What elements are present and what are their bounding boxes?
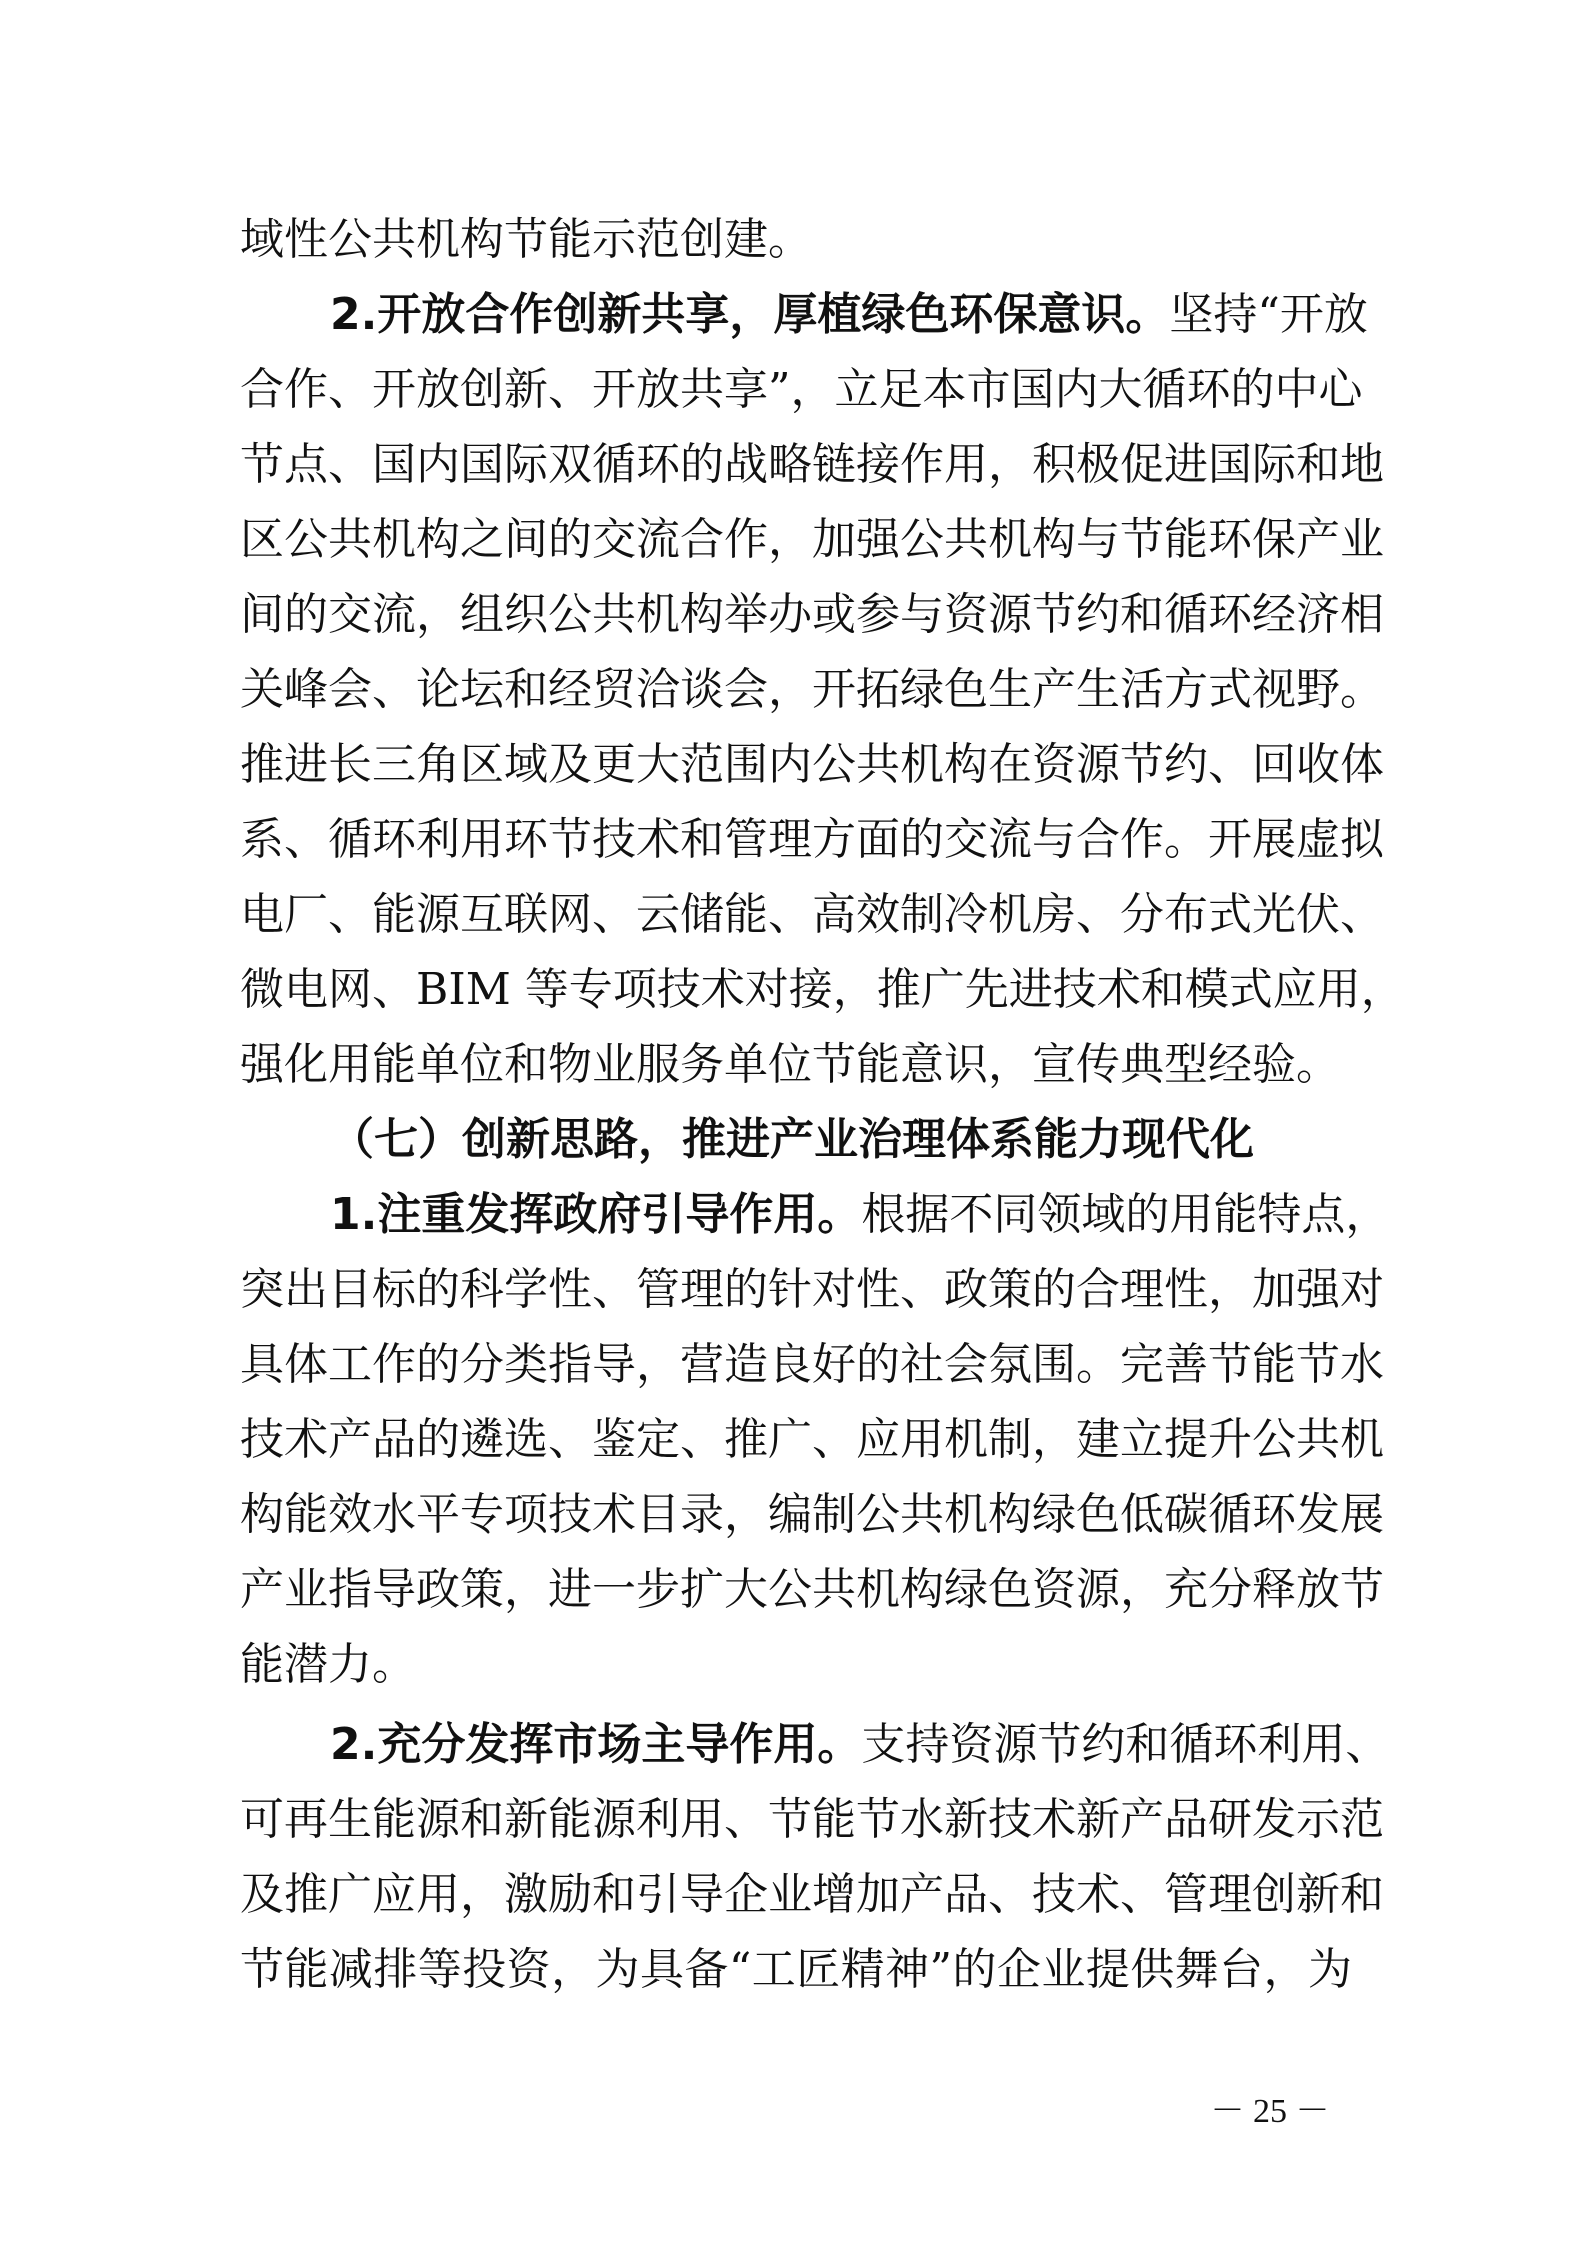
paragraph-line (240, 735, 1384, 795)
line-text: 间的交流，组织公共机构举办或参与资源节约和循环经济相 (240, 589, 1384, 640)
paragraph-line (240, 1035, 1352, 1095)
paragraph-line (240, 510, 1384, 570)
line-text: 关峰会、论坛和经贸洽谈会，开拓绿色生产生活方式视野。 (240, 664, 1384, 715)
paragraph-line (240, 810, 1384, 870)
line-text: 构能效水平专项技术目录，编制公共机构绿色低碳循环发展 (240, 1489, 1384, 1540)
paragraph-heading-line (330, 285, 1368, 345)
paragraph-line (240, 1560, 1384, 1620)
paragraph-line (240, 1485, 1384, 1545)
section-heading (330, 1110, 1352, 1170)
line-text: 系、循环利用环节技术和管理方面的交流与合作。开展虚拟 (240, 814, 1384, 865)
paragraph-heading-line (330, 1185, 1390, 1245)
line-text: 推进长三角区域及更大范围内公共机构在资源节约、回收体 (240, 739, 1384, 790)
paragraph-line (240, 1635, 1352, 1695)
paragraph-line (240, 1335, 1384, 1395)
line-text: 微电网、BIM 等专项技术对接，推广先进技术和模式应用， (240, 964, 1405, 1015)
line-text: 突出目标的科学性、管理的针对性、政策的合理性，加强对 (240, 1264, 1384, 1315)
line-text: 合作、开放创新、开放共享”，立足本市国内大循环的中心 (240, 364, 1363, 415)
paragraph-line (240, 1260, 1384, 1320)
paragraph-line (240, 585, 1384, 645)
paragraph-line (240, 885, 1384, 945)
paragraph-line (240, 960, 1405, 1020)
line-text: 节点、国内国际双循环的战略链接作用，积极促进国际和地 (240, 439, 1384, 490)
line-text: 电厂、能源互联网、云储能、高效制冷机房、分布式光伏、 (240, 889, 1384, 940)
paragraph-line (240, 1865, 1384, 1925)
section-heading-text: （七）创新思路，推进产业治理体系能力现代化 (330, 1114, 1254, 1165)
paragraph-line (240, 360, 1363, 420)
line-text: 区公共机构之间的交流合作，加强公共机构与节能环保产业 (240, 514, 1384, 565)
paragraph-line (240, 1940, 1352, 2000)
line-text: 能潜力。 (240, 1639, 416, 1690)
paragraph-line (240, 660, 1384, 720)
line-text: 域性公共机构节能示范创建。 (240, 214, 812, 265)
line-text: 产业指导政策，进一步扩大公共机构绿色资源，充分释放节 (240, 1564, 1384, 1615)
paragraph-heading-line (330, 1715, 1390, 1775)
line-text: 及推广应用，激励和引导企业增加产品、技术、管理创新和 (240, 1869, 1384, 1920)
line-text: 技术产品的遴选、鉴定、推广、应用机制，建立提升公共机 (240, 1414, 1384, 1465)
line-text: 强化用能单位和物业服务单位节能意识，宣传典型经验。 (240, 1039, 1340, 1090)
page-number: － 25 － (1210, 2093, 1330, 2130)
paragraph-line (240, 210, 1352, 270)
line-text: 坚持“开放 (1169, 289, 1368, 340)
paragraph-line (240, 1790, 1384, 1850)
line-text: 可再生能源和新能源利用、节能节水新技术新产品研发示范 (240, 1794, 1384, 1845)
line-text: 支持资源节约和循环利用、 (861, 1719, 1390, 1770)
subheading-government-guidance: 1.注重发挥政府引导作用。 (330, 1189, 862, 1240)
line-text: 具体工作的分类指导，营造良好的社会氛围。完善节能节水 (240, 1339, 1384, 1390)
line-text: 节能减排等投资，为具备“工匠精神”的企业提供舞台，为 (240, 1944, 1352, 1995)
paragraph-line (240, 1410, 1384, 1470)
subheading-open-cooperation: 2.开放合作创新共享，厚植绿色环保意识。 (330, 289, 1170, 340)
subheading-market-leading: 2.充分发挥市场主导作用。 (330, 1719, 862, 1770)
line-text: 根据不同领域的用能特点， (861, 1189, 1390, 1240)
paragraph-line (240, 435, 1384, 495)
